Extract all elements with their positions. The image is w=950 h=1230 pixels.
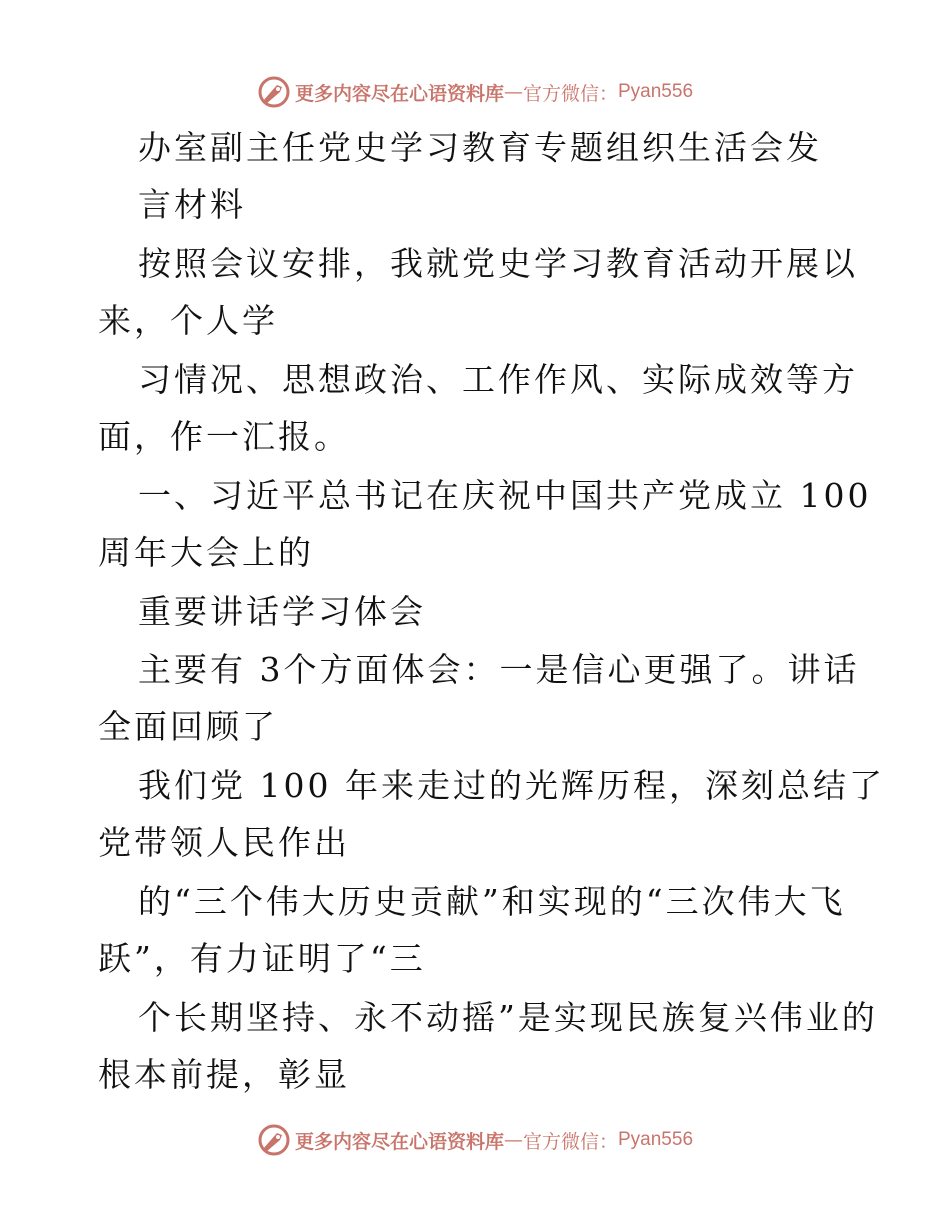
doc-line: 周年大会上的: [98, 533, 314, 572]
doc-line: 来，个人学: [98, 301, 278, 340]
doc-line: 重要讲话学习体会: [138, 592, 426, 631]
pen-nib-logo-icon: [257, 1123, 291, 1157]
doc-line: 个长期坚持、永不动摇”是实现民族复兴伟业的: [138, 998, 878, 1037]
banner-site-text: 更多内容尽在心语资料库: [294, 82, 504, 105]
banner-account: Pyan556: [618, 1129, 694, 1150]
banner-site-text: 更多内容尽在心语资料库: [294, 1130, 504, 1153]
doc-line: 按照会议安排，我就党史学习教育活动开展以: [138, 244, 858, 283]
doc-line: 党带领人民作出: [98, 823, 350, 862]
doc-line: 面，作一汇报。: [98, 417, 350, 456]
doc-line: 跃”，有力证明了“三: [98, 939, 426, 978]
banner-dash: —: [503, 81, 523, 103]
banner-account: Pyan556: [618, 81, 694, 102]
footer-watermark-banner: [0, 1120, 950, 1160]
doc-line: 全面回顾了: [98, 707, 278, 746]
doc-line: 办室副主任党史学习教育专题组织生活会发: [138, 128, 822, 167]
doc-line: 的“三个伟大历史贡献”和实现的“三次伟大飞: [138, 882, 846, 921]
doc-line: 习情况、思想政治、工作作风、实际成效等方: [138, 360, 858, 399]
doc-line: 言材料: [138, 185, 246, 224]
doc-line: 根本前提，彰显: [98, 1055, 350, 1094]
banner-wechat-label: 官方微信：: [522, 1130, 618, 1153]
doc-line: 主要有 3个方面体会：一是信心更强了。讲话: [138, 650, 860, 689]
doc-line: 一、习近平总书记在庆祝中国共产党成立 100: [138, 476, 872, 515]
banner-wechat-label: 官方微信：: [522, 82, 618, 105]
doc-line: 我们党 100 年来走过的光辉历程，深刻总结了: [138, 766, 885, 805]
banner-dash: —: [503, 1129, 523, 1151]
